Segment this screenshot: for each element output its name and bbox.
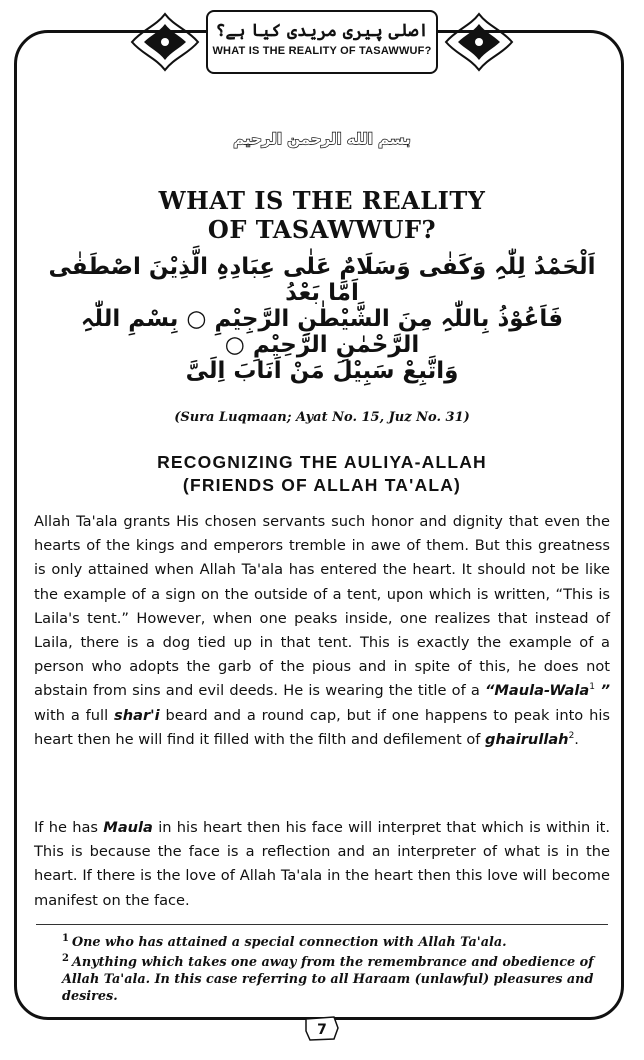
footnote-2-mark: 2 [62,952,69,964]
footnote-1 [62,934,602,951]
bismillah-calligraphy [233,112,411,162]
arabic-line-3: وَاتَّبِعْ سَبِیْلَ مَنْ اَنَابَ اِلَیَّ [185,358,459,384]
footnote-1-text: One who has attained a special connection with Allah Ta'ala. [71,935,507,950]
section-heading-line-2: (FRIENDS OF ALLAH TA'ALA) [182,475,462,495]
footnote-divider [36,924,608,925]
p2-text-a: If he has [34,819,104,836]
arabic-line-1: اَلْحَمْدُ لِلّٰہِ وَکَفٰی وَسَلَامٌ عَلٰی عِبَادِہِ الَّذِیْنَ اصْطَفٰی اَمَّا بَعْدُ [48,254,596,306]
right-floral-ornament-icon [444,12,514,72]
section-heading-line-1: RECOGNIZING THE AULIYA-ALLAH [157,452,487,472]
maula-wala-term: “Maula-Wala [485,682,590,700]
page-title [0,186,644,244]
footnote-2-text: Anything which takes one away from the remembrance and obedience of Allah Ta'ala. In this case referring to all Haraam (unlawful) pleasures and desires. [62,955,594,1004]
p1-text-b: with a full [34,706,115,724]
p2-text-b: in his heart then his face will interpret that which is within it. This is because the face is a reflection and an interpreter of what is in the heart. If there is the love of Allah Ta'ala in the heart then this love will become manifest on the face. [34,819,610,909]
quran-reference: (Sura Luqmaan; Ayat No. 15, Juz No. 31) [174,410,470,425]
p1-text-d: . [574,730,579,748]
title-line-2: OF TASAWWUF? [207,215,437,244]
ghairullah-term: ghairullah [485,730,569,748]
title-line-1: WHAT IS THE REALITY [158,186,486,215]
shari-term: shar'i [114,706,160,724]
footnote-2 [62,954,602,1005]
footnote-1-mark: 1 [62,932,69,944]
page-number-text: 7 [317,1022,327,1038]
header-urdu-title: اصلی پیری مریدی کیا ہے؟ [215,21,429,41]
p1-text-c: beard and a round cap, but if one happens to peak into his heart then he will find it filled with the filth and defilement of [34,706,611,748]
footnote-ref-1: 1 [589,682,595,693]
page-number-badge [302,1013,342,1043]
p1-text-a: Allah Ta'ala grants His chosen servants such honor and dignity that even the hearts of the kings and emperors tremble in awe of them. But this greatness is only attained when Allah Ta'ala has entered the heart. It should not be like the example of a sign on the outside of a tent, upon which is written, “This is Laila's tent.” However, when one peaks inside, one realizes that instead of Laila, there is a dog tied up in that tent. This is exactly the example of a person who adopts the garb of the pious and in spite of this, he does not abstain from sins and evil deeds. He is wearing the title of a [34,513,610,700]
header-english-title: WHAT IS THE REALITY OF TASAWWUF? [212,45,432,57]
body-paragraph-1 [34,510,610,752]
closing-quote: ” [594,682,610,700]
body-paragraph-2 [34,816,610,913]
running-header [206,10,438,74]
maula-term: Maula [103,819,153,836]
bismillah-text: بسم الله الرحمن الرحيم [233,130,411,148]
arabic-line-2: فَاَعُوْذُ بِاللّٰہِ مِنَ الشَّیْطٰنِ الرَّجِیْمِ ○ بِسْمِ اللّٰہِ الرَّحْمٰنِ الرَّحِیْمِ ○ [80,306,564,358]
left-floral-ornament-icon [130,12,200,72]
section-heading [0,451,644,497]
footnote-ref-2: 2 [568,730,575,741]
